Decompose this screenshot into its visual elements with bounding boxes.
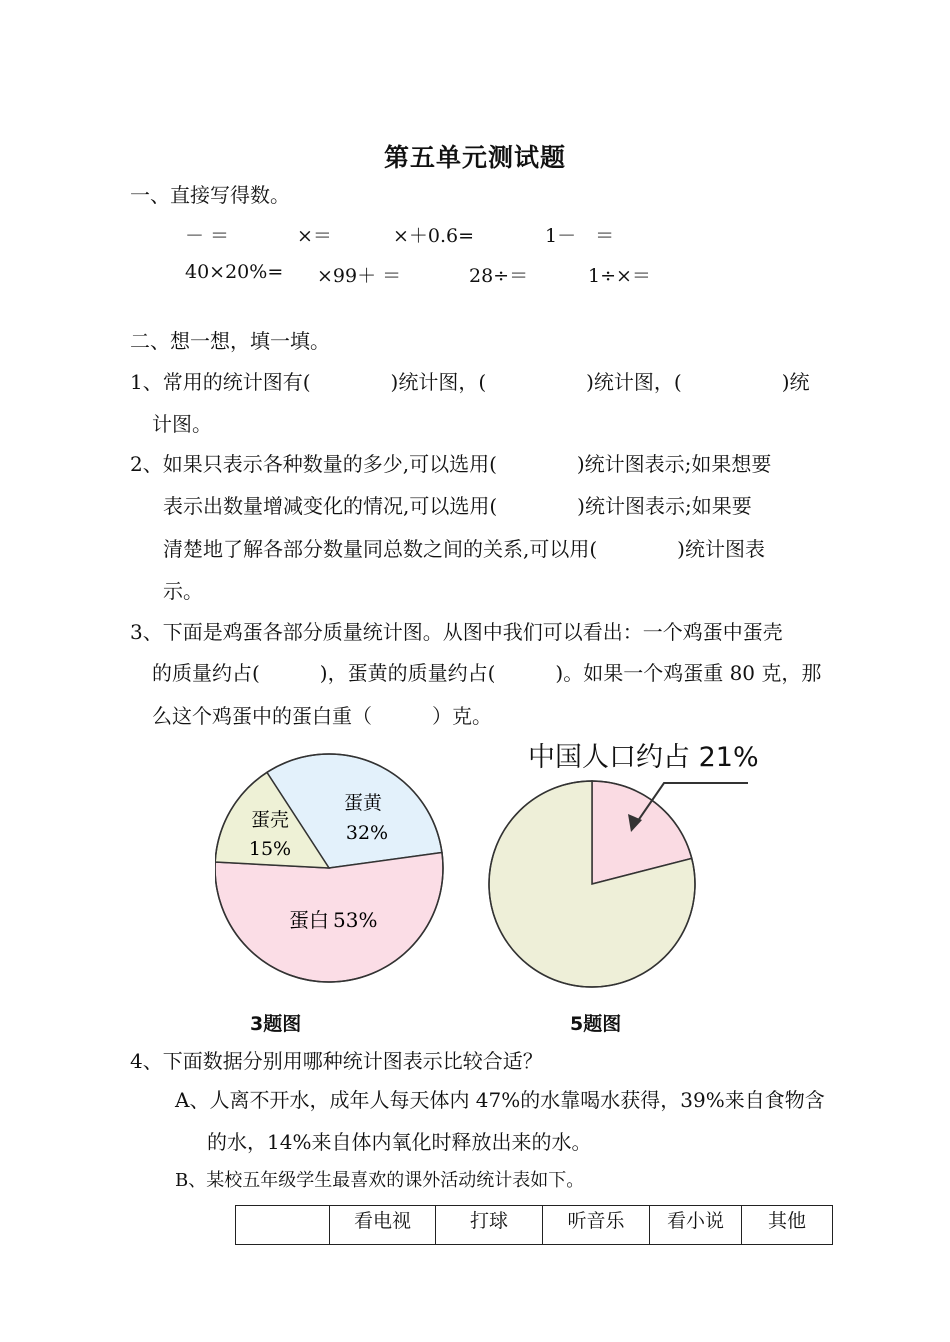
- table-header-cell: 打球: [436, 1206, 543, 1245]
- slice-label-yolk: 蛋黄: [343, 792, 383, 814]
- slice-value-yolk: 32%: [345, 822, 389, 844]
- q1-line: 1、常用的统计图有( )统计图，( )统计图，( )统: [130, 370, 810, 394]
- slice-label-white: 蛋白: [289, 908, 329, 932]
- math-item: 28÷＝: [469, 265, 529, 287]
- math-item: ×＝: [297, 225, 332, 247]
- population-pie-chart: [480, 770, 760, 1010]
- page-title: 第五单元测试题: [383, 143, 566, 172]
- egg-pie-chart: [215, 745, 455, 1005]
- pie-slice-white: [215, 853, 443, 982]
- chart-caption: 5题图: [570, 1013, 622, 1035]
- q4-a-line: 的水，14%来自体内氧化时释放出来的水。: [207, 1130, 592, 1154]
- math-item: 1÷×＝: [588, 265, 651, 287]
- table-header-cell: 看小说: [650, 1206, 742, 1245]
- slice-value-white: 53%: [333, 908, 378, 932]
- q1-line: 计图。: [152, 412, 212, 436]
- population-annotation: 中国人口约占 21%: [528, 742, 759, 773]
- q4-a-line: A、人离不开水，成年人每天体内 47%的水靠喝水获得，39%来自食物含: [175, 1088, 825, 1112]
- q2-line: 清楚地了解各部分数量同总数之间的关系,可以用( )统计图表: [163, 537, 765, 561]
- math-item: ×＋0.6=: [393, 225, 475, 247]
- chart-caption: 3题图: [250, 1013, 302, 1035]
- q2-line: 示。: [163, 579, 203, 603]
- q4-b-line: B、某校五年级学生最喜欢的课外活动统计表如下。: [175, 1170, 585, 1191]
- table-row: [236, 1206, 833, 1245]
- table-header-cell: [236, 1206, 330, 1245]
- table-header-cell: 看电视: [330, 1206, 436, 1245]
- q3-line: 么这个鸡蛋中的蛋白重（ ）克。: [152, 704, 492, 728]
- q2-line: 表示出数量增减变化的情况,可以选用( )统计图表示;如果要: [163, 494, 752, 518]
- activity-table: [235, 1205, 833, 1245]
- section-2-heading: 二、想一想，填一填。: [130, 329, 330, 353]
- q4-line: 4、下面数据分别用哪种统计图表示比较合适？: [130, 1049, 543, 1073]
- math-item: ×99＋ ＝: [317, 265, 402, 287]
- q2-line: 2、如果只表示各种数量的多少,可以选用( )统计图表示;如果想要: [130, 452, 772, 476]
- table-header-cell: 其他: [742, 1206, 833, 1245]
- slice-value-shell: 15%: [248, 838, 292, 860]
- q3-line: 3、下面是鸡蛋各部分质量统计图。从图中我们可以看出：一个鸡蛋中蛋壳: [130, 620, 783, 644]
- slice-label-shell: 蛋壳: [250, 809, 290, 831]
- math-item: 40×20%=: [185, 261, 284, 283]
- table-header-cell: 听音乐: [543, 1206, 650, 1245]
- math-item: 1－ ＝: [545, 225, 615, 247]
- section-1-heading: 一、直接写得数。: [130, 183, 290, 207]
- math-item: － ＝: [185, 225, 230, 247]
- q3-line: 的质量约占( )，蛋黄的质量约占( )。如果一个鸡蛋重 80 克，那: [152, 661, 822, 685]
